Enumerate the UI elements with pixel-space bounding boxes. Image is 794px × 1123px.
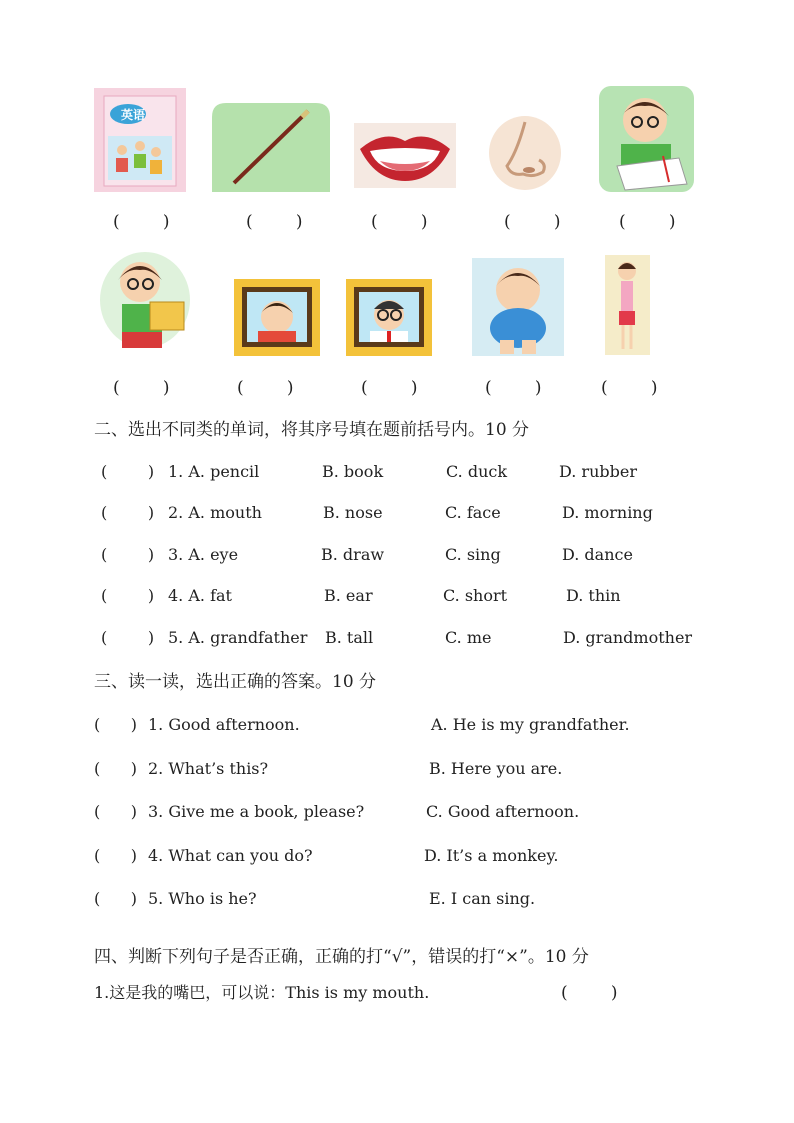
option-c: C. duck	[446, 462, 508, 481]
pencil-picture	[212, 103, 330, 192]
answer-bracket[interactable]: ( )	[101, 545, 155, 564]
pencil-icon	[212, 103, 330, 192]
picture-answer-bracket[interactable]: ( )	[237, 378, 294, 398]
answer-option: E. I can sing.	[429, 889, 536, 908]
girl-reading-picture	[100, 252, 190, 352]
section3-heading: 三、读一读，选出正确的答案。10 分	[94, 672, 377, 692]
option-a: 4. A. fat	[168, 586, 232, 605]
option-b: B. draw	[321, 545, 385, 564]
picture-answer-bracket[interactable]: ( )	[485, 378, 542, 398]
section4-heading: 四、判断下列句子是否正确，正确的打“√”，错误的打“×”。10 分	[94, 947, 589, 967]
option-d: D. dance	[562, 545, 633, 564]
question-text: 3. Give me a book, please?	[148, 802, 365, 821]
book-cover-text: 英语	[121, 108, 146, 122]
judgement-question: 1.这是我的嘴巴，可以说：This is my mouth.	[94, 983, 430, 1002]
option-d: D. thin	[566, 586, 621, 605]
answer-option: B. Here you are.	[429, 759, 563, 778]
answer-option: D. It’s a monkey.	[424, 846, 559, 865]
answer-bracket[interactable]: ( )	[101, 628, 155, 647]
answer-bracket[interactable]: ( )	[101, 586, 155, 605]
option-b: B. tall	[325, 628, 374, 647]
boy-portrait-picture	[234, 279, 320, 356]
answer-bracket[interactable]: ( )	[94, 802, 137, 821]
girl-drawing-icon	[599, 86, 694, 192]
option-b: B. ear	[324, 586, 373, 605]
picture-answer-bracket[interactable]: ( )	[113, 212, 170, 232]
picture-answer-bracket[interactable]: ( )	[601, 378, 658, 398]
girl-drawing-picture	[599, 86, 694, 192]
picture-answer-bracket[interactable]: ( )	[371, 212, 428, 232]
question-text: 4. What can you do?	[148, 846, 313, 865]
option-b: B. book	[322, 462, 384, 481]
fat-boy-picture	[472, 258, 564, 356]
option-a: 2. A. mouth	[168, 503, 262, 522]
option-c: C. sing	[445, 545, 501, 564]
fat-boy-icon	[472, 258, 564, 356]
boy-portrait-icon	[234, 279, 320, 356]
nose-picture	[489, 116, 561, 190]
question-text: 5. Who is he?	[148, 889, 257, 908]
english-book-icon	[94, 88, 186, 192]
mouth-icon	[354, 123, 456, 188]
man-portrait-picture	[346, 279, 432, 356]
option-c: C. face	[445, 503, 501, 522]
option-a: 5. A. grandfather	[168, 628, 308, 647]
question-text: 1. Good afternoon.	[148, 715, 300, 734]
option-b: B. nose	[323, 503, 383, 522]
picture-answer-bracket[interactable]: ( )	[246, 212, 303, 232]
picture-answer-bracket[interactable]: ( )	[361, 378, 418, 398]
answer-option: A. He is my grandfather.	[431, 715, 630, 734]
option-a: 1. A. pencil	[168, 462, 260, 481]
option-d: D. grandmother	[563, 628, 693, 647]
girl-reading-icon	[100, 252, 190, 352]
answer-bracket[interactable]: ( )	[94, 759, 137, 778]
answer-bracket[interactable]: ( )	[561, 983, 618, 1003]
option-c: C. short	[443, 586, 508, 605]
option-a: 3. A. eye	[168, 545, 239, 564]
mouth-picture	[354, 123, 456, 188]
answer-bracket[interactable]: ( )	[101, 462, 155, 481]
picture-answer-bracket[interactable]: ( )	[619, 212, 676, 232]
option-d: D. morning	[562, 503, 653, 522]
answer-option: C. Good afternoon.	[426, 802, 580, 821]
thin-girl-picture	[605, 255, 650, 355]
answer-bracket[interactable]: ( )	[94, 715, 137, 734]
picture-answer-bracket[interactable]: ( )	[504, 212, 561, 232]
section2-heading: 二、选出不同类的单词，将其序号填在题前括号内。10 分	[94, 420, 530, 440]
option-d: D. rubber	[559, 462, 637, 481]
picture-answer-bracket[interactable]: ( )	[113, 378, 170, 398]
answer-bracket[interactable]: ( )	[94, 846, 137, 865]
answer-bracket[interactable]: ( )	[94, 889, 137, 908]
answer-bracket[interactable]: ( )	[101, 503, 155, 522]
thin-girl-icon	[605, 255, 650, 355]
nose-icon	[489, 116, 561, 190]
english-book-picture	[94, 88, 186, 192]
question-text: 2. What’s this?	[148, 759, 269, 778]
man-portrait-icon	[346, 279, 432, 356]
option-c: C. me	[445, 628, 492, 647]
